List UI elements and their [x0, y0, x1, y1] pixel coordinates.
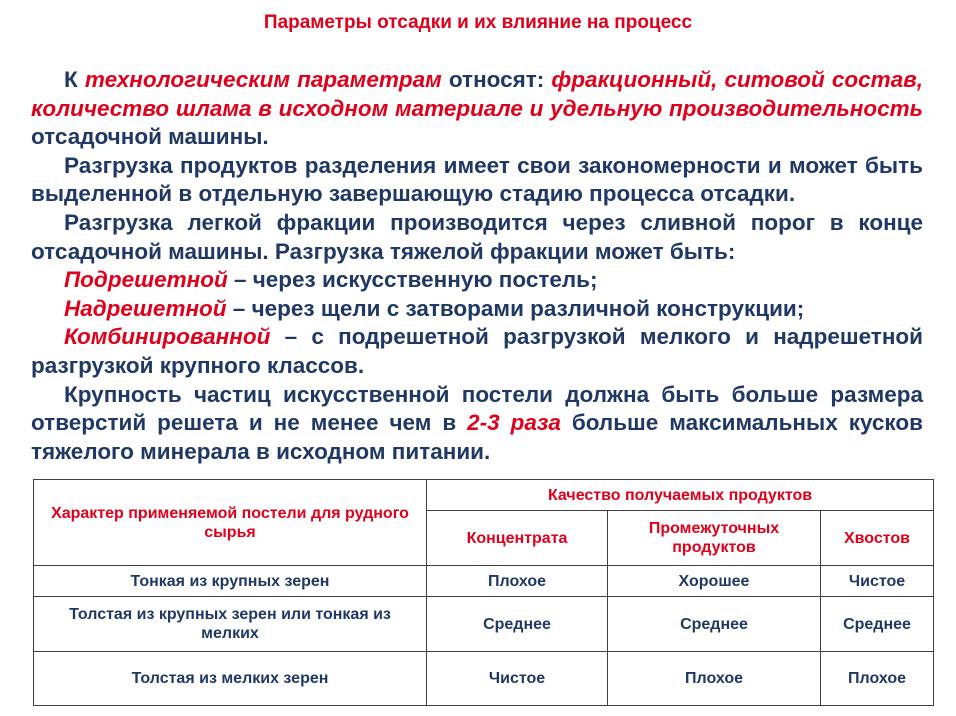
term-under-sieve: Подрешетной	[64, 267, 228, 293]
header-product-quality: Качество получаемых продуктов	[427, 480, 934, 511]
text-fragment: – с подрешетной разгрузкой мелкого и надрешетной разгрузкой крупного классов.	[31, 324, 923, 378]
cell-middlings: Хорошее	[608, 566, 821, 597]
header-tailings: Хвостов	[821, 511, 934, 566]
cell-concentrate: Чистое	[427, 652, 608, 706]
highlight-technological-parameters: технологическим параметрам	[84, 67, 442, 92]
text-fragment: К	[64, 67, 85, 92]
term-combined: Комбинированной	[64, 324, 271, 350]
table-row	[34, 597, 934, 652]
paragraph-combined	[31, 323, 923, 380]
text-fragment: больше максимальных кусков тяжелого минерала в исходном питании.	[31, 410, 923, 464]
text-fragment: – через искусственную постель;	[227, 267, 598, 293]
row-label: Тонкая из крупных зерен	[34, 566, 427, 597]
text-fragment: отсадочной машины.	[31, 124, 269, 150]
slide-title: Параметры отсадки и их влияние на процесс	[263, 12, 693, 33]
cell-tailings: Плохое	[821, 652, 934, 706]
cell-concentrate: Плохое	[427, 566, 608, 597]
paragraph-unloading: Разгрузка продуктов разделения имеет свои закономерности и может быть выделенной в отдельную завершающую стадию процесса отсадки.	[31, 152, 923, 207]
term-over-sieve: Надрешетной	[64, 295, 227, 321]
cell-middlings: Среднее	[608, 597, 821, 652]
paragraph-under-sieve	[31, 266, 923, 295]
paragraph-over-sieve	[31, 295, 923, 324]
highlight-parameter-list: фракционный, ситовой состав, количество шлама в исходном материале и удельную производительность	[31, 67, 923, 121]
header-middlings: Промежуточных продуктов	[608, 511, 821, 566]
quality-table	[33, 479, 934, 706]
text-fragment: – через щели с затворами различной конструкции;	[226, 295, 805, 321]
row-label: Толстая из мелких зерен	[34, 652, 427, 706]
highlight-ratio: 2-3 раза	[467, 410, 561, 436]
cell-tailings: Среднее	[821, 597, 934, 652]
cell-tailings: Чистое	[821, 566, 934, 597]
paragraph-parameters	[31, 66, 923, 152]
paragraph-light-fraction: Разгрузка легкой фракции производится через сливной порог в конце отсадочной машины. Разгрузка тяжелой фракции может быть:	[31, 209, 923, 264]
table-header-row	[34, 480, 934, 511]
cell-middlings: Плохое	[608, 652, 821, 706]
cell-concentrate: Среднее	[427, 597, 608, 652]
header-concentrate: Концентрата	[427, 511, 608, 566]
text-fragment: относят:	[441, 67, 552, 92]
text-fragment: Крупность частиц искусственной постели должна быть больше размера отверстий решета и не менее чем в	[31, 381, 923, 436]
table-row	[34, 566, 934, 597]
row-label: Толстая из крупных зерен или тонкая из мелких	[34, 597, 427, 652]
header-bed-type: Характер применяемой постели для рудного сырья	[34, 480, 427, 566]
paragraph-bed-size	[31, 381, 923, 467]
body-text	[31, 66, 923, 466]
table-row	[34, 652, 934, 706]
